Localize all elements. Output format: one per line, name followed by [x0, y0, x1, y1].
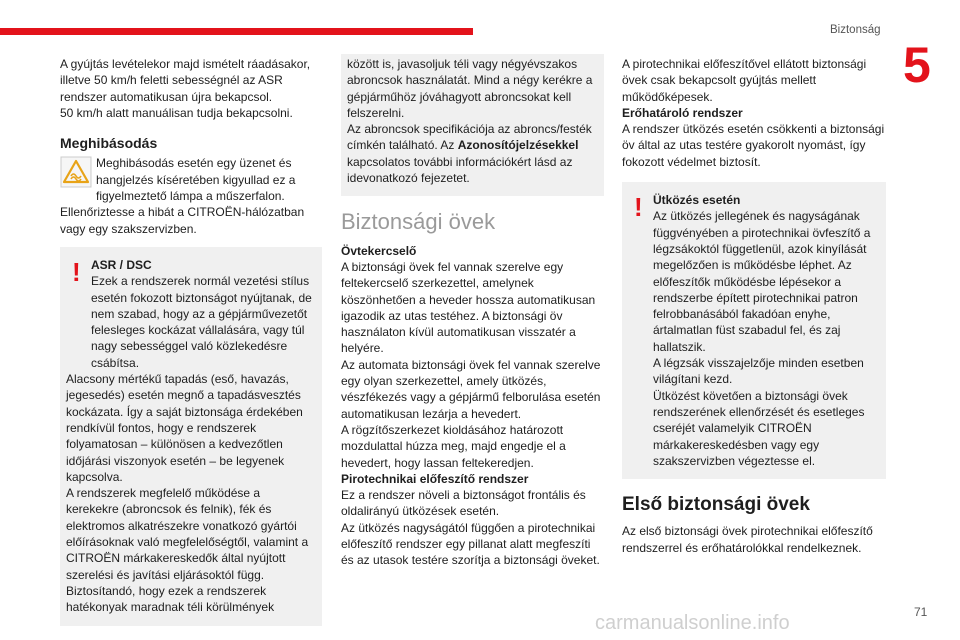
- pretensioner-subheading: Pirotechnikai előfeszítő rendszer: [341, 471, 529, 486]
- warning-title: ASR / DSC: [91, 257, 152, 272]
- retractor-subheading: Övtekercselő: [341, 243, 417, 258]
- seatbelts-heading: Biztonsági övek: [341, 209, 496, 235]
- malfunction-heading: Meghibásodás: [60, 135, 158, 152]
- intro-paragraph: A gyújtás levételekor majd ismételt ráadásakor, illetve 50 km/h feletti sebességnél az ASR rendszer automatikusan újra bekapcsol.: [60, 57, 311, 104]
- page-number: 71: [914, 605, 928, 619]
- front-seatbelts-heading: Első biztonsági övek: [622, 494, 810, 516]
- exclamation-icon: !: [72, 256, 81, 287]
- warning-text-3: A rendszerek megfelelő működése a kerekekre (abroncsok és felnik), fék és elektromos alkatrészekre vonatkozó gyártói előírásoknak való megfelelőségtől, valamint a CITROËN márkakereskedők által nyújtott szerelési és javítási eljárásoktól függ.: [66, 486, 309, 582]
- chapter-number: 5: [903, 37, 931, 93]
- malfunction-text: Meghibásodás esetén egy üzenet és hangjelzés kíséretében kigyullad ez a figyelmeztető lámpa a műszerfalon.: [96, 156, 296, 204]
- front-seatbelts-text: Az első biztonsági övek pirotechnikai előfeszítő rendszerrel és erőhatárolókkal rendelkeznek.: [622, 524, 873, 555]
- force-limiter-subheading: Erőhatároló rendszer: [622, 105, 743, 120]
- force-limiter-text: A rendszer ütközés esetén csökkenti a biztonsági öv által az utas testére gyakorolt nyomást, így fokozott védelmet biztosít.: [622, 122, 885, 169]
- pretensioner-text-1: Ez a rendszer növeli a biztonságot frontális és oldalirányú ütközések esetén.: [341, 488, 586, 519]
- collision-warning-text-2: A légzsák visszajelzője minden esetben világítani kezd.: [653, 356, 864, 387]
- identification-link: Azonosítójelzésekkel: [457, 138, 579, 153]
- pretensioner-text-3: A pirotechnikai előfeszítővel ellátott biztonsági övek csak bekapcsolt gyújtás mellett működőképesek.: [622, 57, 867, 104]
- watermark: carmanualsonline.info: [595, 612, 790, 634]
- column-3: [622, 56, 886, 556]
- warning-text-4: Biztosítandó, hogy ezek a rendszerek hatékonyak maradnak téli körülmények: [66, 583, 275, 615]
- collision-warning-title: Ütközés esetén: [653, 193, 741, 208]
- malfunction-row: [60, 155, 322, 204]
- warning-continuation: [341, 54, 604, 196]
- collision-warning-text-3: Ütközést követően a biztonsági övek rendszerének ellenőrzését és esetleges cseréjét valamelyik CITROËN márkakereskedésben vagy egy szakszervizben végeztesse el.: [653, 388, 865, 468]
- pretensioner-text-2: Az ütközés nagyságától függően a pirotechnikai előfeszítő rendszer egy pillanat alatt megfeszíti és az utasok testére szorítja a biztonsági öveket.: [341, 520, 600, 568]
- warning-triangle-icon: [60, 156, 92, 188]
- collision-warning: [628, 192, 876, 469]
- asr-warning: [66, 257, 312, 371]
- continuation-text-1: között is, javasoljuk téli vagy négyévszakos abroncsok használatát. Mind a négy kerékre a gépjárműhöz jóváhagyott abroncsokat kell felszerelni.: [347, 57, 593, 120]
- collision-warning-text-1: Az ütközés jellegének és nagyságának függvényében a pirotechnikai övfeszítő a légzsákoktól függetlenül, azok kinyílását megelőzően is működésbe léphet. Az előfeszítők működésbe lépésekor a rendszerbe épített pirotechnikai patron felrobbanásából fakadóan enyhe, ártalmatlan füst szabadul fel, és zaj hallatszik.: [653, 209, 871, 354]
- continuation-text-2: Az abroncsok specifikációja az abroncs/festék címkén található. Az Azonosítójelzésekkel kapcsolatos további információkért lásd az idevonatkozó fejezetet.: [347, 122, 592, 186]
- column-1: [60, 56, 322, 626]
- retractor-text-1: A biztonsági övek fel vannak szerelve egy feltekercselő szerkezettel, amelynek köszönhetően a heveder hossza automatikusan igazodik az utas testéhez. A biztonsági öv használaton kívül automatikusan visszatér a helyére.: [341, 259, 596, 356]
- retractor-text-2: Az automata biztonsági övek fel vannak szerelve egy olyan szerkezettel, amely ütközés, vészfékezés vagy a gépjármű felborulása esetén automatikusan lezárja a hevedert.: [341, 357, 601, 421]
- warning-text-2: Alacsony mértékű tapadás (eső, havazás, jegesedés) esetén megnő a tapadásvesztés kockázata. Így a saját biztonsága érdekében rendkívül fontos, hogy e rendszerek folyamatosan – különösen a kedvezőtlen időjárási viszonyok esetén – be legyenek kapcsolva.: [66, 372, 303, 484]
- warning-text-1: Ezek a rendszerek normál vezetési stílus esetén fokozott biztonságot nyújtanak, de nem szabad, hogy az a gépjárművezetőt felesleges kockázat vállalására, vagy túl nagy sebességgel való közlekedésre csábítsa.: [91, 274, 312, 370]
- intro-paragraph-2: 50 km/h alatt manuálisan tudja bekapcsolni.: [60, 105, 293, 120]
- exclamation-icon: !: [634, 192, 643, 223]
- top-accent-bar: [0, 28, 473, 35]
- section-title: Biztonság: [830, 24, 881, 36]
- retractor-text-3: A rögzítőszerkezet kioldásához határozott mozdulattal húzza meg, majd engedje el a hevedert, hogy lassan feltekeredjen.: [341, 422, 566, 470]
- asr-warning-box: [60, 247, 322, 626]
- malfunction-text-2: Ellenőriztesse a hibát a CITROËN-hálózatban vagy egy szakszervizben.: [60, 205, 305, 236]
- collision-warning-box: [622, 182, 886, 479]
- column-2: [341, 56, 604, 569]
